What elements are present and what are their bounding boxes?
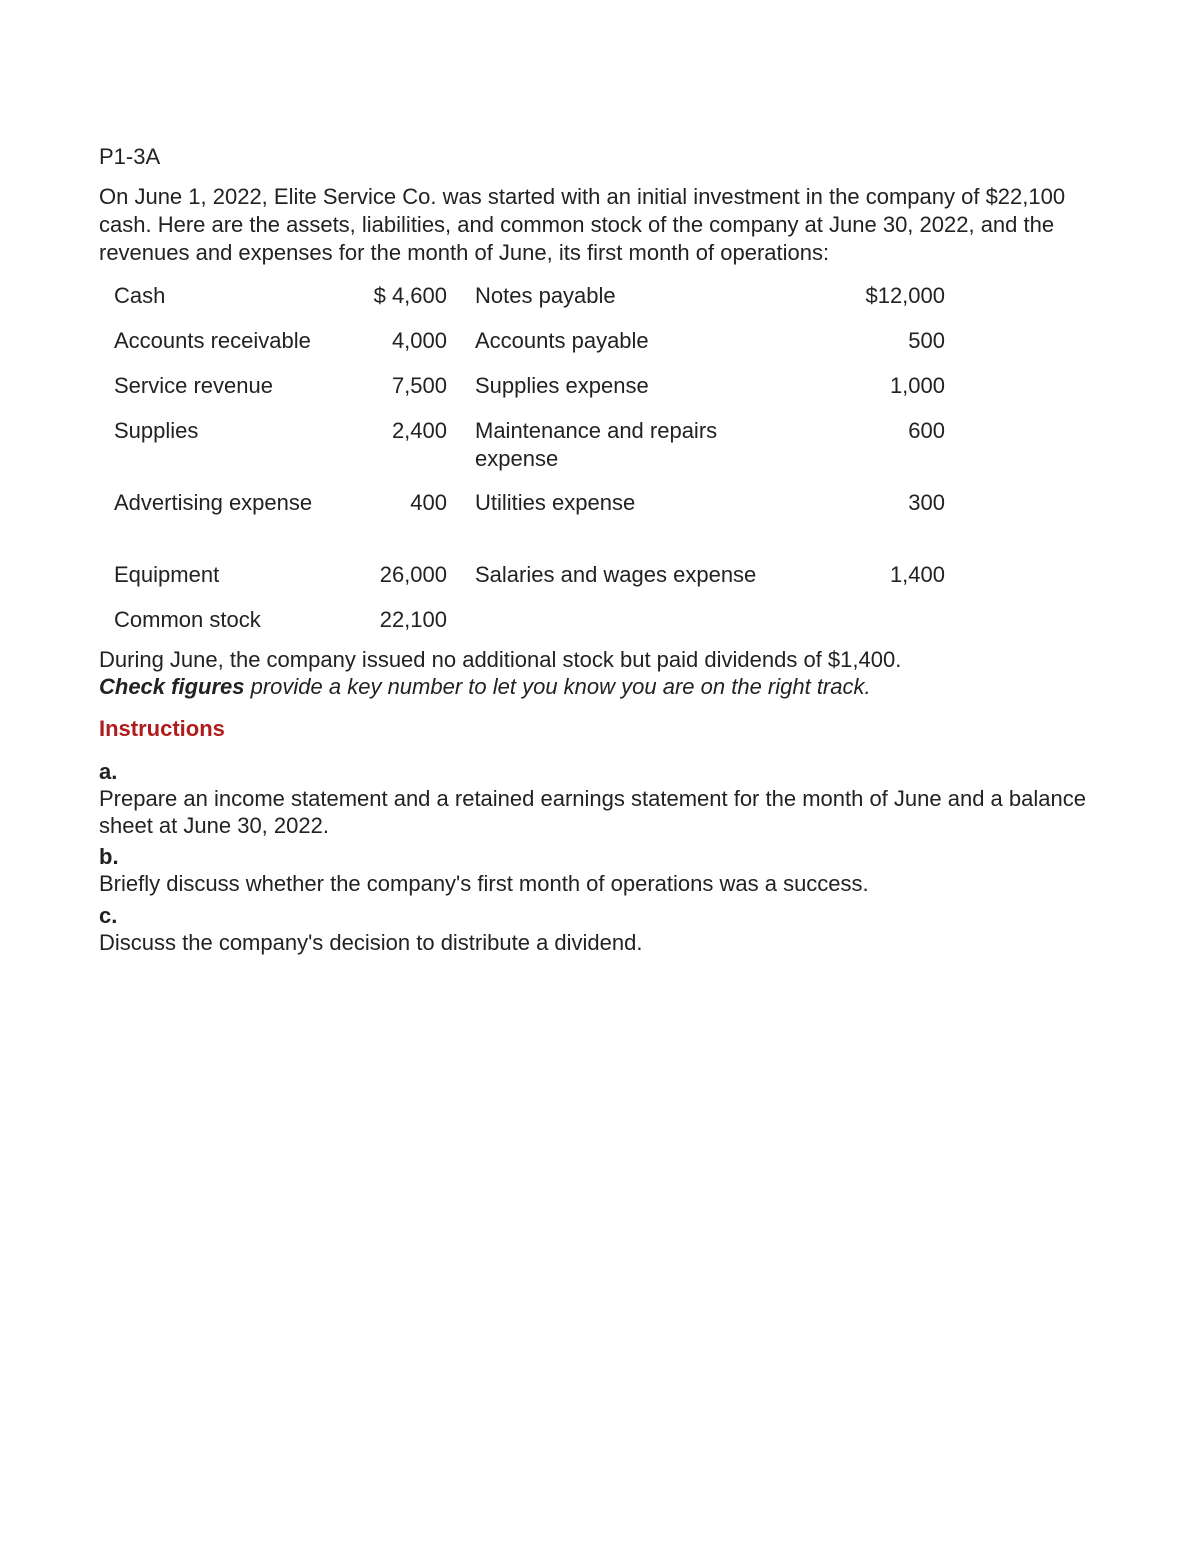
table-row <box>105 489 945 561</box>
part-letter: c. <box>99 903 118 928</box>
account-value: 300 <box>908 490 945 515</box>
account-value: 7,500 <box>391 373 447 398</box>
part-text: Briefly discuss whether the company's first month of operations was a success. <box>99 871 869 896</box>
account-value: $ 4,600 <box>373 283 447 308</box>
account-label: Service revenue <box>114 373 273 398</box>
problem-id: P1-3A <box>99 144 161 169</box>
instruction-part-a <box>99 758 1089 839</box>
account-label: Utilities expense <box>475 490 636 515</box>
account-value: 4,000 <box>391 328 447 353</box>
table-row <box>105 561 945 606</box>
account-value <box>765 606 945 642</box>
account-value: $12,000 <box>865 283 945 308</box>
table-row <box>105 606 945 642</box>
account-label: Cash <box>114 283 166 308</box>
part-text: Prepare an income statement and a retained earnings statement for the month of June and a balance sheet at June 30, 2022. <box>99 786 1086 838</box>
account-label: Accounts receivable <box>114 328 311 353</box>
account-label: Maintenance and repairs expense <box>475 418 718 471</box>
account-value: 500 <box>908 328 945 353</box>
account-value: 22,100 <box>379 607 447 632</box>
account-label: Salaries and wages expense <box>475 562 757 587</box>
table-row <box>105 372 945 417</box>
account-value: 1,400 <box>889 562 945 587</box>
instruction-part-c <box>99 902 1089 956</box>
account-label: Supplies expense <box>475 373 649 398</box>
account-value: 1,000 <box>889 373 945 398</box>
account-value: 600 <box>908 418 945 443</box>
instruction-part-b <box>99 843 1089 897</box>
account-value: 400 <box>410 490 447 515</box>
table-row <box>105 417 945 489</box>
account-label: Notes payable <box>475 283 616 308</box>
check-figures-note <box>99 673 871 700</box>
account-value: 26,000 <box>379 562 447 587</box>
part-letter: b. <box>99 844 119 869</box>
table-row <box>105 327 945 372</box>
account-label: Accounts payable <box>475 328 649 353</box>
part-letter: a. <box>99 759 118 784</box>
dividend-note: During June, the company issued no additional stock but paid dividends of $1,400. <box>99 647 902 672</box>
account-label: Equipment <box>114 562 220 587</box>
table-row <box>105 282 945 327</box>
account-label <box>447 606 765 642</box>
instructions-heading: Instructions <box>99 716 225 741</box>
check-figures-text: provide a key number to let you know you are on the right track. <box>244 674 871 699</box>
account-value: 2,400 <box>391 418 447 443</box>
account-label: Common stock <box>114 607 261 632</box>
check-figures-label: Check figures <box>99 674 245 699</box>
problem-intro: On June 1, 2022, Elite Service Co. was started with an initial investment in the company of $22,100 cash. Here are the assets, liabilities, and common stock of the company at June 30, 2022, and the revenues and expenses for the month of June, its first month of operations: <box>99 184 1066 265</box>
part-text: Discuss the company's decision to distribute a dividend. <box>99 930 643 955</box>
account-label: Advertising expense <box>114 490 313 515</box>
accounts-table <box>105 282 945 642</box>
account-label: Supplies <box>114 418 199 443</box>
